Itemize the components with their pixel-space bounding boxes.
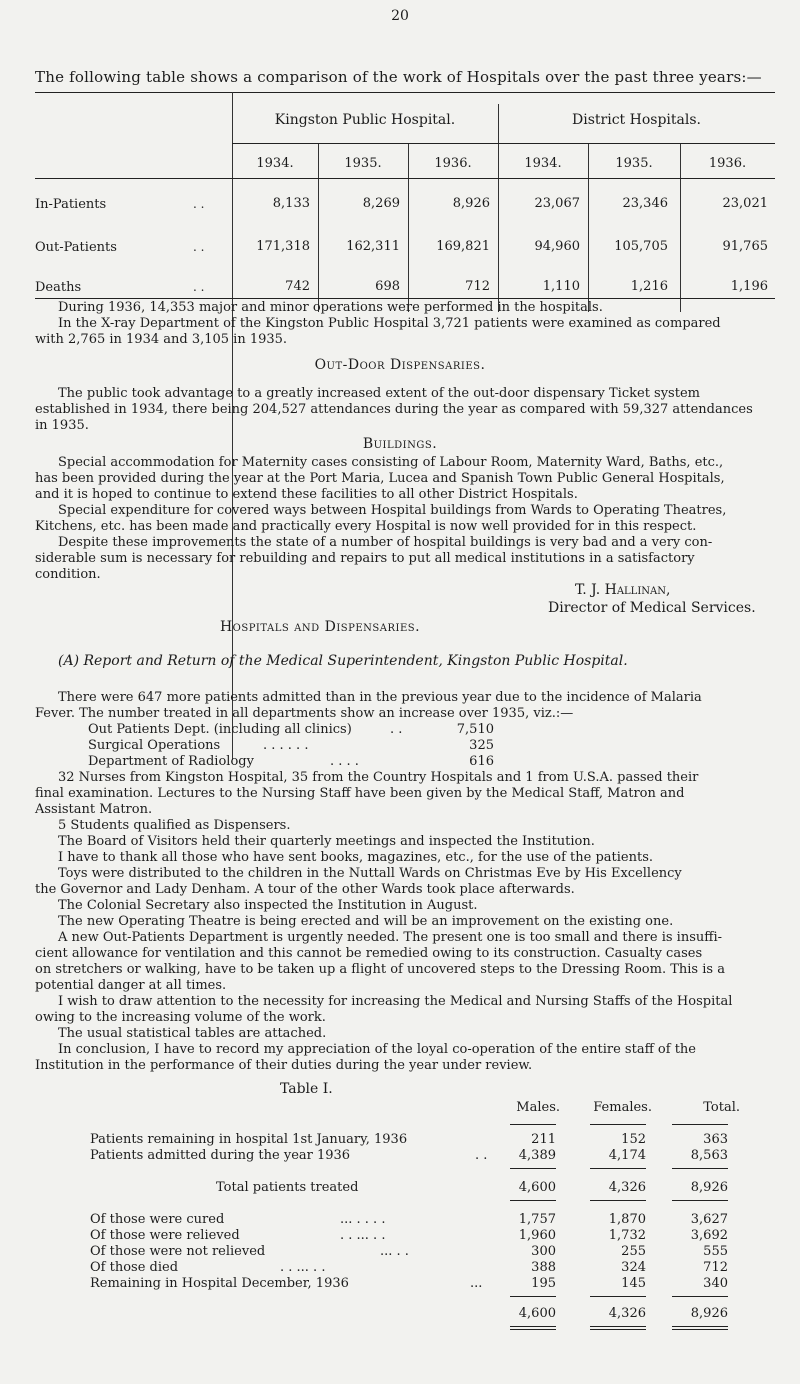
paragraph-line: The new Operating Theatre is being erected and will be an improvement on the existing one. (58, 914, 674, 929)
paragraph-line: Institution in the performance of their duties during the year under review. (35, 1058, 533, 1073)
table-cell: 171,318 (256, 239, 310, 254)
paragraph-line: There were 647 more patients admitted than in the previous year due to the incidence of Malaria (58, 690, 702, 705)
leader-dots: ... (470, 1276, 483, 1291)
table-cell: 742 (285, 279, 310, 294)
leader-dots: . . (193, 197, 205, 211)
table-cell: 23,346 (622, 196, 668, 211)
column-header: Total. (703, 1100, 740, 1115)
paragraph-line: in 1935. (35, 418, 89, 433)
paragraph-line: Assistant Matron. (35, 802, 153, 817)
table-bottom-rule (35, 298, 775, 299)
leader-dots: . . (193, 280, 205, 294)
heading-buildings: Buildings. (362, 436, 438, 452)
list-item-value: 325 (469, 738, 494, 753)
table-cell: 340 (703, 1276, 728, 1291)
signature-title: Director of Medical Services. (548, 600, 756, 616)
row-label: In-Patients (35, 197, 107, 212)
year-header: 1934. (256, 156, 294, 171)
group-district-header: District Hospitals. (572, 112, 701, 128)
leader-dots: . . (475, 1148, 488, 1163)
table-cell: 3,627 (690, 1212, 728, 1227)
table-cell: 363 (703, 1132, 728, 1147)
paragraph-line: with 2,765 in 1934 and 3,105 in 1935. (35, 332, 288, 347)
table-cell: 555 (703, 1244, 728, 1259)
table-cell: 255 (621, 1244, 646, 1259)
table-cell: 4,326 (608, 1306, 646, 1321)
report-title: (A) Report and Return of the Medical Superintendent, Kingston Public Hospital. (58, 653, 628, 669)
leader-dots: . . (390, 722, 403, 737)
table-cell: 1,110 (542, 279, 580, 294)
page-number: 20 (391, 8, 409, 24)
table-cell: 152 (621, 1132, 646, 1147)
table-row-label: Of those died (90, 1260, 179, 1275)
table-cell: 23,021 (722, 196, 768, 211)
table-cell: 169,821 (436, 239, 490, 254)
table-cell: 8,926 (690, 1306, 728, 1321)
paragraph-line: A new Out-Patients Department is urgently needed. The present one is too small and there is insuffi- (58, 930, 723, 945)
table-cell: 8,563 (690, 1148, 728, 1163)
table-cell: 388 (531, 1260, 556, 1275)
table-cell: 1,196 (730, 279, 768, 294)
paragraph-line: Special expenditure for covered ways between Hospital buildings from Wards to Operating Theatres, (58, 503, 727, 518)
table-cell: 4,326 (608, 1180, 646, 1195)
list-item-value: 7,510 (456, 722, 494, 737)
list-item-value: 616 (469, 754, 494, 769)
list-item-label: Surgical Operations (88, 738, 221, 753)
signature-name: T. J. Hallinan, (575, 582, 671, 598)
paragraph-line: final examination. Lectures to the Nursing Staff have been given by the Medical Staff, Matron and (35, 786, 685, 801)
table-row-label: Of those were not relieved (90, 1244, 266, 1259)
table-row-label: Remaining in Hospital December, 1936 (90, 1276, 349, 1291)
table-row-label: Of those were relieved (90, 1228, 240, 1243)
paragraph-line: I wish to draw attention to the necessity for increasing the Medical and Nursing Staffs of the Hospital (58, 994, 733, 1009)
paragraph-line: 32 Nurses from Kingston Hospital, 35 from the Country Hospitals and 1 from U.S.A. passed their (58, 770, 699, 785)
paragraph-line: cient allowance for ventilation and this cannot be remedied owing to its construction. Casualty cases (35, 946, 703, 961)
row-label: Out-Patients (35, 240, 117, 255)
table-cell: 145 (621, 1276, 646, 1291)
paragraph-line: Kitchens, etc. has been made and practically every Hospital is now well provided for in this respect. (35, 519, 697, 534)
intro-text: The following table shows a comparison of the work of Hospitals over the past three years:— (35, 68, 762, 86)
table-cell: 211 (531, 1132, 556, 1147)
table-row-label: Of those were cured (90, 1212, 225, 1227)
leader-dots: . . . . . . (263, 738, 309, 753)
table-cell: 1,757 (518, 1212, 556, 1227)
table-row-label: Patients remaining in hospital 1st January, 1936 (90, 1132, 408, 1147)
paragraph-line: has been provided during the year at the Port Maria, Lucea and Spanish Town Public General Hospitals, (35, 471, 725, 486)
table-cell: 195 (531, 1276, 556, 1291)
table-title: Table I. (280, 1081, 333, 1097)
table-cell: 4,600 (518, 1180, 556, 1195)
paragraph-line: established in 1934, there being 204,527 attendances during the year as compared with 59,327 attendances (35, 402, 753, 417)
table-cell: 8,133 (272, 196, 310, 211)
year-header: 1936. (708, 156, 747, 171)
leader-dots: ... . . (380, 1244, 409, 1259)
paragraph-line: I have to thank all those who have sent books, magazines, etc., for the use of the patients. (58, 850, 653, 865)
paragraph-line: Despite these improvements the state of a number of hospital buildings is very bad and a very con- (58, 535, 713, 550)
paragraph-line: The Colonial Secretary also inspected the Institution in August. (58, 898, 478, 913)
table-cell: 712 (465, 279, 490, 294)
table-cell: 300 (531, 1244, 556, 1259)
paragraph-line: In the X-ray Department of the Kingston Public Hospital 3,721 patients were examined as compared (58, 316, 721, 331)
table-cell: 8,926 (690, 1180, 728, 1195)
paragraph-line: on stretchers or walking, have to be taken up a flight of uncovered steps to the Dressing Room. This is a (35, 962, 725, 977)
leader-dots: . . ... . . (340, 1228, 386, 1243)
table-cell: 1,732 (608, 1228, 646, 1243)
year-header: 1936. (434, 156, 472, 171)
heading-outdoor-dispensaries: Out-Door Dispensaries. (314, 357, 486, 373)
leader-dots: ... . . . . (340, 1212, 386, 1227)
table-top-rule (35, 92, 775, 93)
table-cell: 1,960 (518, 1228, 556, 1243)
leader-dots: . . (193, 240, 205, 254)
leader-dots: . . ... . . (280, 1260, 326, 1275)
table-row-label: Patients admitted during the year 1936 (90, 1148, 351, 1163)
table-cell: 91,765 (722, 239, 768, 254)
paragraph-line: siderable sum is necessary for rebuilding and repairs to put all medical institutions in a satisfactory (35, 551, 695, 566)
table-cell: 23,067 (534, 196, 580, 211)
table-cell: 162,311 (346, 239, 400, 254)
table-cell: 4,600 (518, 1306, 556, 1321)
paragraph-line: and it is hoped to continue to extend these facilities to all other District Hospitals. (35, 487, 578, 502)
table-cell: 1,216 (630, 279, 668, 294)
paragraph-line: Special accommodation for Maternity cases consisting of Labour Room, Maternity Ward, Baths, etc., (58, 455, 724, 470)
paragraph-line: condition. (35, 567, 101, 582)
table-cell: 712 (703, 1260, 728, 1275)
paragraph-line: Toys were distributed to the children in the Nuttall Wards on Christmas Eve by His Excellency (58, 866, 682, 881)
year-header: 1935. (344, 156, 382, 171)
table-cell: 3,692 (690, 1228, 728, 1243)
paragraph-line: potential danger at all times. (35, 978, 227, 993)
paragraph-line: the Governor and Lady Denham. A tour of the other Wards took place afterwards. (35, 882, 575, 897)
paragraph-line: The usual statistical tables are attached. (58, 1026, 327, 1041)
year-header: 1934. (524, 156, 562, 171)
table-cell: 8,926 (452, 196, 490, 211)
table-cell: 698 (375, 279, 400, 294)
row-label: Deaths (35, 280, 82, 295)
paragraph-line: owing to the increasing volume of the work. (35, 1010, 326, 1025)
table-cell: 4,389 (518, 1148, 556, 1163)
year-header: 1935. (615, 156, 653, 171)
table-cell: 8,269 (362, 196, 400, 211)
list-item-label: Out Patients Dept. (including all clinics) (88, 722, 352, 737)
table-row-label: Total patients treated (216, 1180, 359, 1195)
table-cell: 1,870 (608, 1212, 646, 1227)
paragraph-line: The Board of Visitors held their quarterly meetings and inspected the Institution. (58, 834, 595, 849)
heading-hospitals-dispensaries: Hospitals and Dispensaries. (219, 619, 421, 635)
paragraph-line: In conclusion, I have to record my appreciation of the loyal co-operation of the entire staff of the (58, 1042, 696, 1057)
table-cell: 94,960 (534, 239, 580, 254)
table-cell: 4,174 (608, 1148, 646, 1163)
column-header: Females. (593, 1100, 652, 1115)
paragraph-line: The public took advantage to a greatly increased extent of the out-door dispensary Ticket system (58, 386, 700, 401)
table-cell: 105,705 (614, 239, 668, 254)
paragraph-line: 5 Students qualified as Dispensers. (58, 818, 291, 833)
group-kingston-header: Kingston Public Hospital. (274, 112, 456, 128)
list-item-label: Department of Radiology (88, 754, 254, 769)
leader-dots: . . . . (330, 754, 359, 769)
paragraph-line: During 1936, 14,353 major and minor operations were performed in the hospitals. (58, 300, 603, 315)
column-header: Males. (516, 1100, 560, 1115)
table-cell: 324 (621, 1260, 646, 1275)
paragraph-line: Fever. The number treated in all departments show an increase over 1935, viz.:— (35, 706, 574, 721)
